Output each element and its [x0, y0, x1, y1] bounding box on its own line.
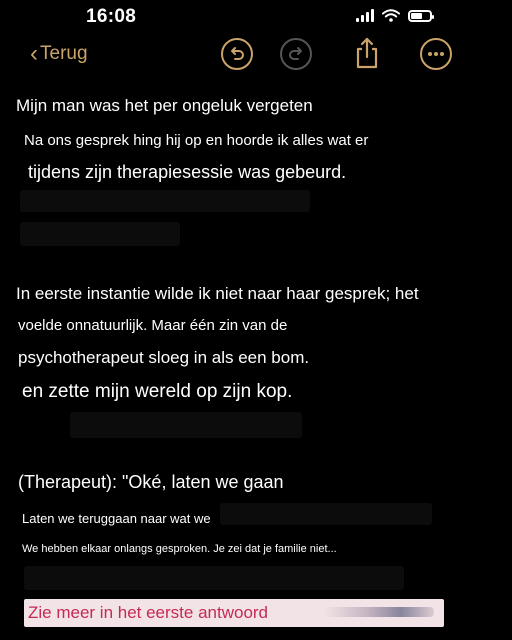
- note-line: tijdens zijn therapiesessie was gebeurd.: [28, 162, 347, 182]
- obscured-text: [70, 412, 302, 438]
- obscured-text: [220, 503, 432, 525]
- status-bar: [0, 0, 512, 34]
- more-icon[interactable]: [420, 38, 452, 70]
- cellular-signal-icon: [356, 9, 374, 22]
- note-line: We hebben elkaar onlangs gesproken. Je zei dat je familie niet...: [22, 543, 337, 555]
- battery-icon: [408, 10, 432, 22]
- chevron-left-icon: ‹: [30, 40, 38, 67]
- note-line: Mijn man was het per ongeluk vergeten: [16, 96, 313, 115]
- obscured-text: [24, 566, 404, 590]
- back-button[interactable]: [30, 42, 88, 66]
- obscured-text: [324, 607, 434, 617]
- obscured-text: [20, 222, 180, 246]
- undo-icon[interactable]: [221, 38, 253, 70]
- status-icons: [356, 9, 432, 22]
- redo-icon[interactable]: [280, 38, 312, 70]
- see-more-label: Zie meer in het eerste antwoord: [28, 603, 269, 622]
- note-line: en zette mijn wereld op zijn kop.: [22, 381, 293, 402]
- share-icon[interactable]: [353, 36, 381, 70]
- note-line: Laten we teruggaan naar wat we: [22, 511, 211, 526]
- back-button-label: Terug: [40, 43, 88, 64]
- navigation-bar: [0, 34, 512, 74]
- note-line: psychotherapeut sloeg in als een bom.: [18, 348, 310, 367]
- wifi-icon: [382, 9, 400, 22]
- note-line: Na ons gesprek hing hij op en hoorde ik alles wat er: [24, 132, 369, 149]
- note-line: In eerste instantie wilde ik niet naar haar gesprek; het: [16, 284, 419, 303]
- battery-level: [411, 13, 422, 19]
- see-more-button[interactable]: [24, 599, 444, 627]
- note-line: voelde onnatuurlijk. Maar één zin van de: [18, 317, 288, 334]
- note-line: (Therapeut): "Oké, laten we gaan: [18, 472, 284, 492]
- status-time: 16:08: [86, 6, 137, 27]
- obscured-text: [20, 190, 310, 212]
